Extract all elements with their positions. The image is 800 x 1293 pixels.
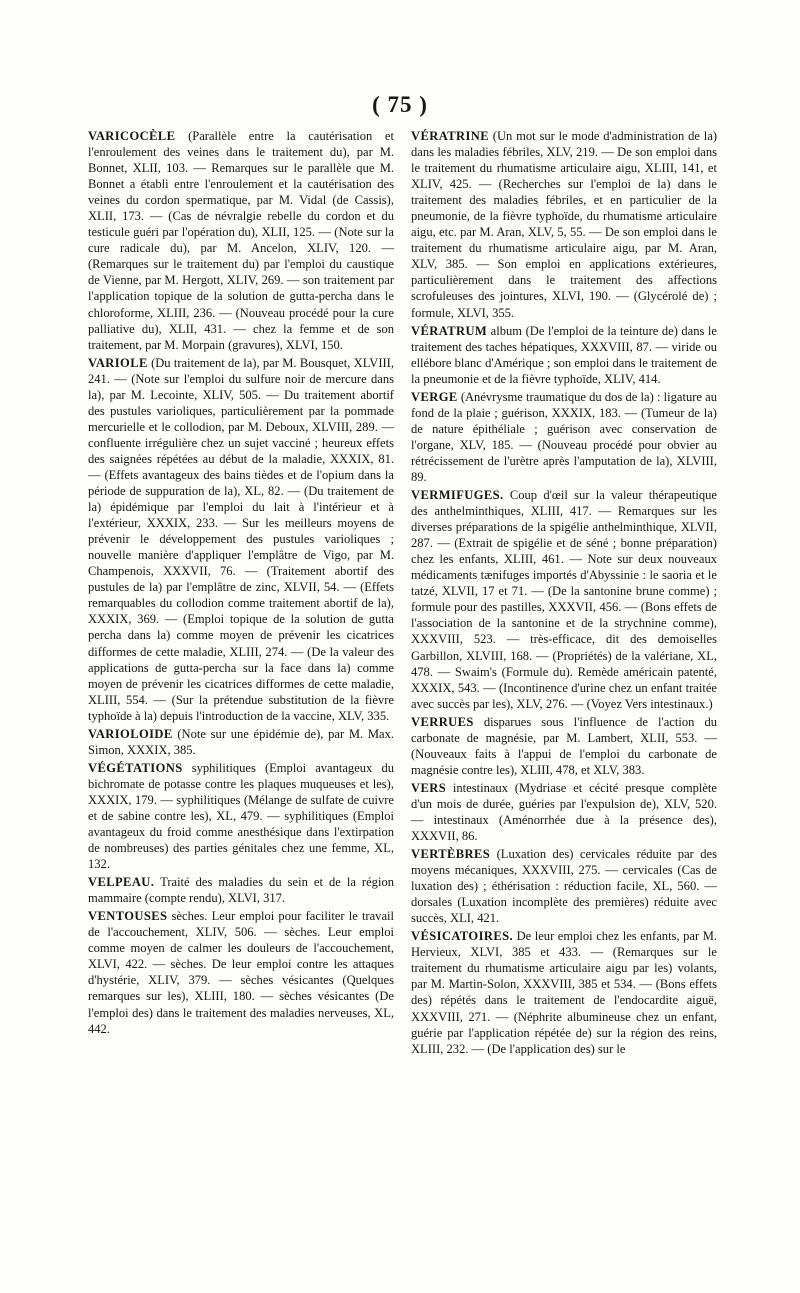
entry-text: (Anévrysme traumatique du dos de la) : ligature au fond de la plaie ; guérison, XXXIX, 183. — (Tumeur de la) de nature épithéliale ; guérison avec conservation de l'organe, XLV, 185. — (Nouveau procédé pour obvier au rétrécissement de l'urètre après l'amputation de la), XLVIII, 89. (411, 389, 717, 484)
entry-headword: VÉSICATOIRES. (411, 929, 514, 944)
index-entry (411, 780, 717, 844)
entry-headword: VÉRATRINE (411, 129, 489, 143)
entry-text: Traité des maladies du sein et de la région mammaire (compte rendu), XLVI, 317. (88, 875, 394, 906)
entry-headword: VERRUES (411, 714, 474, 729)
index-entry (88, 760, 394, 872)
index-entry (88, 726, 394, 758)
entry-text: sèches. Leur emploi pour faciliter le travail de l'accouchement, XLIV, 506. — sèches. Leur emploi comme moyen de calmer les douleurs de l'accouchement, XLVI, 422. — sèches. De leur emploi contre les attaques d'hystérie, XLIV, 379. — sèches vésicantes (Quelques remarques sur les), XLIII, 180. — sèches vésicantes (De l'emploi des) dans le traitement des maladies nerveuses, XL, 442. (88, 909, 394, 1036)
left-column (88, 128, 394, 1039)
entry-headword: VERGE (411, 389, 458, 404)
index-entry (411, 389, 717, 485)
entry-text: intestinaux (Mydriase et cécité presque complète d'un mois de durée, guéries par l'expulsion de), XLV, 520. — intestinaux (Aménorrhée due à la présence des), XXXVII, 86. (411, 780, 717, 844)
right-column (411, 128, 717, 1059)
entry-headword: VÉGÉTATIONS (88, 760, 183, 775)
index-entry (88, 908, 394, 1036)
index-entry (411, 323, 717, 387)
index-entry (411, 846, 717, 926)
index-entry (411, 487, 717, 712)
index-entry (88, 355, 394, 724)
entry-text: (Du traitement de la), par M. Bousquet, XLVIII, 241. — (Note sur l'emploi du sulfure noir de mercure dans la), par M. Lecointe, XLIV, 505. — Du traitement abortif des pustules varioliques, particulièrement par la pommade mercurielle et le collodion, par M. Deboux, XLVIII, 289. — confluente irrégulière chez un sujet vacciné ; heureux effets des saignées répétées au début de la maladie, XXXIX, 81. — (Effets avantageux des bains tièdes et de l'opium dans la période de suppuration de la), XL, 82. — (Du traitement de la) épidémique par l'emploi du lait à l'intérieur et à l'extérieur, XXXIX, 233. — Sur les meilleurs moyens de prévenir le développement des pustules varioliques ; nouvelle manière d'appliquer l'emplâtre de Vigo, par M. Champenois, XXXVII, 76. — (Traitement abortif des pustules de la) par l'emplâtre de zinc, XLVII, 54. — (Effets remarquables du collodion comme traitement abortif de la), XXXIX, 369. — (Emploi topique de la solution de gutta percha dans la) comme moyen de prévenir les cicatrices difformes de cette maladie, XLIII, 274. — (De la valeur des applications de gutta-percha sur la face dans la) comme moyen de prévenir les cicatrices difformes de cette maladie, XLIII, 554. — (Sur la prétendue substitution de la fièvre typhoïde à la) depuis l'introduction de la vaccine, XLV, 335. (88, 355, 394, 723)
page-number: ( 75 ) (372, 92, 428, 117)
entry-headword: VERTÈBRES (411, 847, 491, 862)
entry-headword: VARICOCÈLE (88, 129, 176, 143)
entry-headword: VENTOUSES (88, 909, 168, 924)
index-entry (411, 714, 717, 778)
index-entry (411, 928, 717, 1056)
entry-headword: VERMIFUGES. (411, 488, 504, 503)
entry-text: Coup d'œil sur la valeur thérapeutique des anthelminthiques, XLIII, 417. — Remarques sur les diverses préparations de la spigélie anthelminthique, XLVII, 287. — (Extrait de spigélie et de séné ; bonne préparation) chez les enfants, XLIII, 461. — Note sur deux nouveaux médicaments tænifuges importés d'Abyssinie : le saoria et le tatzé, XLVII, 17 et 71. — (De la santonine brune comme) ; formule pour des pastilles, XXXVII, 456. — (Bons effets de l'association de la santonine et de la strychnine comme), XXXVIII, 523. — très-efficace, dit des demoiselles Garbillon, XLVIII, 168. — (Propriétés) de la valériane, XL, 478. — Swaim's (Formule du). Remède américain patenté, XXXIX, 543. — (Incontinence d'urine chez un enfant traitée avec succès par les), XLV, 276. — (Voyez Vers intestinaux.) (411, 488, 717, 711)
entry-headword: VELPEAU. (88, 875, 155, 890)
index-entry (88, 874, 394, 906)
entry-text: album (De l'emploi de la teinture de) dans le traitement des taches hépatiques, XXXVIII, 87. — viride ou ellébore blanc d'Amérique ; son emploi dans le traitement de la pneumonie et de la fièvre typhoïde, XLIV, 414. (411, 323, 717, 386)
entry-text: syphilitiques (Emploi avantageux du bichromate de potasse contre les plaques muqueuses et les), XXXIX, 179. — syphilitiques (Mélange de sulfate de cuivre et de sabine contre les), XL, 479. — syphilitiques (Emploi avantageux du froid comme anesthésique dans l'extirpation de nombreuses) des parties génitales chez une femme, XL, 132. (88, 760, 394, 872)
entry-text: (Parallèle entre la cautérisation et l'enroulement des veines dans le traitement du), par M. Bonnet, XLII, 103. — Remarques sur le parallèle que M. Bonnet a établi entre l'enroulement et la cautérisation des veines du cordon spermatique, par M. Vidal (de Cassis), XLII, 173. — (Cas de névralgie rebelle du cordon et du testicule guéri par l'opération du), XLII, 125. — (Note sur la cure radicale du), par M. Ancelon, XLIV, 120. — (Remarques sur le traitement du) par l'emploi du caustique de Vienne, par M. Hergott, XLIV, 269. — son traitement par l'application topique de la solution de gutta-percha dans le chloroforme, XLIII, 236. — (Nouveau procédé pour la cure palliative du), XLII, 431. — chez la femme et de son traitement, par M. Morpain (gravures), XLVI, 150. (88, 129, 394, 352)
entry-text: (Un mot sur le mode d'administration de la) dans les maladies fébriles, XLV, 219. — De son emploi dans le traitement du rhumatisme articulaire aigu, XLIII, 141, et XLIV, 425. — (Recherches sur l'emploi de la) dans le traitement des maladies fébriles, et en particulier de la pneumonie, de la fièvre typhoïde, du rhumatisme articulaire aigu, etc. par M. Aran, XLV, 5, 55. — De son emploi dans le traitement du rhumatisme articulaire aigu, par M. Aran, XLV, 385. — Son emploi en applications extérieures, particulièrement dans le traitement des affections scrofuleuses des jointures, XLVI, 190. — (Glycérolé de) ; formule, XLVI, 355. (411, 129, 717, 320)
entry-headword: VERS (411, 780, 447, 795)
entry-text: disparues sous l'influence de l'action du carbonate de magnésie, par M. Lambert, XLII, 553. — (Nouveaux faits à l'appui de l'emploi du carbonate de magnésie contre les), XLIII, 478, et XLV, 383. (411, 714, 717, 777)
entry-text: (Luxation des) cervicales réduite par des moyens mécaniques, XXXVIII, 275. — cervicales (Cas de luxation des) ; éthérisation : réduction facile, XL, 560. — dorsales (Luxation incomplète des premières) réduite avec succès, XLI, 421. (411, 847, 717, 926)
index-entry (88, 128, 394, 353)
entry-text: (Note sur une épidémie de), par M. Max. Simon, XXXIX, 385. (88, 726, 394, 757)
entry-headword: VARIOLOIDE (88, 726, 173, 741)
entry-headword: VÉRATRUM (411, 323, 488, 338)
index-entry (411, 128, 717, 321)
entry-text: De leur emploi chez les enfants, par M. Hervieux, XLVI, 385 et 433. — (Remarques sur le traitement du rhumatisme articulaire aigu par les) volants, par M. Martin-Solon, XXXVIII, 385 et 534. — (Bons effets des) répétés dans le traitement de l'endocardite aiguë, XXXVIII, 271. — (Néphrite albumineuse chez un enfant, guérie par l'application répétée de) sur la région des reins, XLIII, 232. — (De l'application des) sur le (411, 929, 717, 1056)
entry-headword: VARIOLE (88, 355, 148, 370)
